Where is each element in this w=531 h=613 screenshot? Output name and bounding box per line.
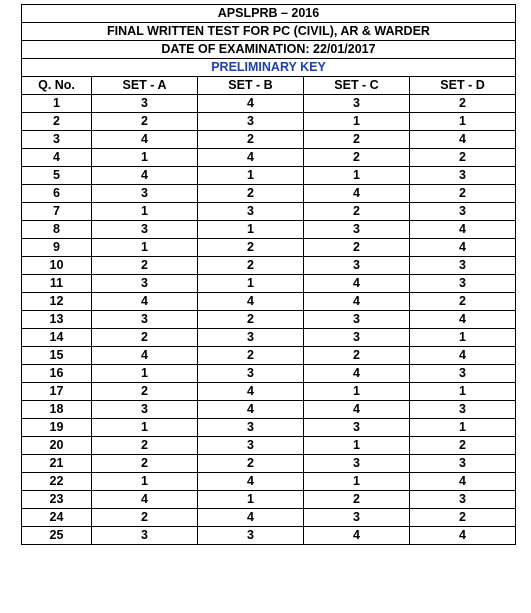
- column-header-set: SET - C: [304, 77, 410, 95]
- answer-cell: 2: [304, 347, 410, 365]
- table-row: [22, 509, 516, 527]
- title-row-1: [22, 5, 516, 23]
- answer-cell: 4: [198, 509, 304, 527]
- table-row: [22, 95, 516, 113]
- answer-cell: 2: [198, 311, 304, 329]
- answer-cell: 3: [92, 401, 198, 419]
- answer-cell: 2: [304, 491, 410, 509]
- question-number-cell: 19: [22, 419, 92, 437]
- answer-cell: 3: [92, 95, 198, 113]
- answer-cell: 4: [410, 311, 516, 329]
- answer-cell: 3: [198, 113, 304, 131]
- answer-cell: 2: [198, 347, 304, 365]
- answer-cell: 4: [304, 293, 410, 311]
- table-row: [22, 365, 516, 383]
- table-row: [22, 203, 516, 221]
- answer-cell: 4: [198, 293, 304, 311]
- question-number-cell: 1: [22, 95, 92, 113]
- answer-cell: 1: [92, 473, 198, 491]
- question-number-cell: 17: [22, 383, 92, 401]
- question-number-cell: 13: [22, 311, 92, 329]
- answer-cell: 4: [304, 275, 410, 293]
- answer-cell: 2: [410, 437, 516, 455]
- table-row: [22, 527, 516, 545]
- answer-cell: 4: [198, 383, 304, 401]
- table-row: [22, 383, 516, 401]
- answer-cell: 1: [304, 437, 410, 455]
- column-header-row: [22, 77, 516, 95]
- answer-cell: 3: [304, 221, 410, 239]
- answer-cell: 1: [92, 149, 198, 167]
- question-number-cell: 2: [22, 113, 92, 131]
- answer-cell: 2: [92, 257, 198, 275]
- answer-cell: 1: [410, 383, 516, 401]
- answer-cell: 3: [410, 491, 516, 509]
- question-number-cell: 21: [22, 455, 92, 473]
- answer-cell: 2: [304, 149, 410, 167]
- table-row: [22, 491, 516, 509]
- answer-cell: 4: [92, 167, 198, 185]
- question-number-cell: 12: [22, 293, 92, 311]
- test-name-title: FINAL WRITTEN TEST FOR PC (CIVIL), AR & WARDER: [22, 23, 516, 41]
- answer-cell: 1: [198, 221, 304, 239]
- question-number-cell: 7: [22, 203, 92, 221]
- question-number-cell: 10: [22, 257, 92, 275]
- answer-cell: 3: [410, 167, 516, 185]
- table-row: [22, 473, 516, 491]
- table-row: [22, 131, 516, 149]
- answer-cell: 3: [410, 275, 516, 293]
- table-row: [22, 347, 516, 365]
- question-number-cell: 8: [22, 221, 92, 239]
- exam-board-title: APSLPRB – 2016: [22, 5, 516, 23]
- answer-cell: 4: [92, 491, 198, 509]
- answer-cell: 1: [92, 203, 198, 221]
- answer-cell: 1: [304, 113, 410, 131]
- question-number-cell: 9: [22, 239, 92, 257]
- table-row: [22, 113, 516, 131]
- answer-cell: 4: [410, 221, 516, 239]
- question-number-cell: 3: [22, 131, 92, 149]
- answer-cell: 1: [304, 383, 410, 401]
- answer-cell: 3: [92, 221, 198, 239]
- answer-cell: 2: [92, 437, 198, 455]
- answer-cell: 1: [304, 167, 410, 185]
- answer-cell: 3: [198, 365, 304, 383]
- answer-cell: 2: [198, 455, 304, 473]
- column-header-set: SET - A: [92, 77, 198, 95]
- answer-cell: 2: [92, 509, 198, 527]
- question-number-cell: 20: [22, 437, 92, 455]
- answer-cell: 3: [198, 329, 304, 347]
- answer-cell: 3: [410, 365, 516, 383]
- table-row: [22, 311, 516, 329]
- answer-cell: 3: [198, 419, 304, 437]
- answer-cell: 2: [304, 131, 410, 149]
- answer-cell: 1: [410, 113, 516, 131]
- answer-cell: 3: [304, 419, 410, 437]
- answer-cell: 3: [92, 527, 198, 545]
- answer-cell: 4: [92, 131, 198, 149]
- answer-key-sheet: [21, 4, 515, 545]
- answer-cell: 3: [304, 455, 410, 473]
- question-number-cell: 14: [22, 329, 92, 347]
- answer-cell: 2: [92, 383, 198, 401]
- answer-cell: 2: [410, 185, 516, 203]
- answer-cell: 2: [198, 239, 304, 257]
- answer-cell: 3: [304, 311, 410, 329]
- preliminary-key-title: PRELIMINARY KEY: [22, 59, 516, 77]
- answer-cell: 3: [198, 437, 304, 455]
- table-row: [22, 221, 516, 239]
- answer-cell: 3: [92, 311, 198, 329]
- answer-cell: 3: [410, 203, 516, 221]
- answer-cell: 2: [410, 95, 516, 113]
- answer-cell: 3: [198, 527, 304, 545]
- answer-cell: 3: [92, 185, 198, 203]
- answer-cell: 2: [410, 149, 516, 167]
- answer-cell: 4: [304, 365, 410, 383]
- answer-cell: 1: [198, 491, 304, 509]
- answer-cell: 1: [198, 167, 304, 185]
- question-number-cell: 4: [22, 149, 92, 167]
- column-header-qno: Q. No.: [22, 77, 92, 95]
- answer-cell: 2: [198, 185, 304, 203]
- table-row: [22, 275, 516, 293]
- answer-cell: 3: [304, 257, 410, 275]
- answer-cell: 4: [198, 149, 304, 167]
- answer-cell: 4: [304, 527, 410, 545]
- answer-cell: 4: [410, 347, 516, 365]
- answer-cell: 4: [198, 473, 304, 491]
- title-row-4: [22, 59, 516, 77]
- question-number-cell: 18: [22, 401, 92, 419]
- answer-cell: 4: [198, 401, 304, 419]
- answer-cell: 3: [304, 329, 410, 347]
- answer-cell: 2: [198, 257, 304, 275]
- answer-cell: 1: [92, 419, 198, 437]
- answer-cell: 2: [304, 239, 410, 257]
- title-row-2: [22, 23, 516, 41]
- answer-cell: 2: [92, 329, 198, 347]
- answer-key-body: [22, 95, 516, 545]
- answer-cell: 3: [304, 509, 410, 527]
- answer-cell: 4: [198, 95, 304, 113]
- question-number-cell: 11: [22, 275, 92, 293]
- table-row: [22, 419, 516, 437]
- table-row: [22, 185, 516, 203]
- answer-cell: 4: [410, 527, 516, 545]
- answer-cell: 4: [410, 239, 516, 257]
- question-number-cell: 22: [22, 473, 92, 491]
- column-header-set: SET - D: [410, 77, 516, 95]
- table-row: [22, 401, 516, 419]
- answer-cell: 2: [304, 203, 410, 221]
- answer-cell: 1: [198, 275, 304, 293]
- table-row: [22, 455, 516, 473]
- question-number-cell: 5: [22, 167, 92, 185]
- answer-key-table: [21, 4, 516, 545]
- table-row: [22, 293, 516, 311]
- question-number-cell: 16: [22, 365, 92, 383]
- answer-cell: 4: [92, 347, 198, 365]
- table-row: [22, 167, 516, 185]
- question-number-cell: 25: [22, 527, 92, 545]
- answer-cell: 3: [198, 203, 304, 221]
- table-row: [22, 257, 516, 275]
- answer-cell: 1: [410, 419, 516, 437]
- answer-cell: 1: [304, 473, 410, 491]
- answer-cell: 3: [92, 275, 198, 293]
- answer-cell: 4: [304, 185, 410, 203]
- answer-cell: 4: [92, 293, 198, 311]
- answer-cell: 2: [410, 293, 516, 311]
- answer-cell: 1: [410, 329, 516, 347]
- question-number-cell: 23: [22, 491, 92, 509]
- exam-date-title: DATE OF EXAMINATION: 22/01/2017: [22, 41, 516, 59]
- table-row: [22, 329, 516, 347]
- question-number-cell: 15: [22, 347, 92, 365]
- question-number-cell: 6: [22, 185, 92, 203]
- answer-cell: 2: [410, 509, 516, 527]
- answer-cell: 3: [304, 95, 410, 113]
- answer-cell: 2: [198, 131, 304, 149]
- answer-cell: 4: [410, 473, 516, 491]
- table-row: [22, 149, 516, 167]
- answer-cell: 3: [410, 257, 516, 275]
- table-row: [22, 437, 516, 455]
- answer-cell: 4: [410, 131, 516, 149]
- question-number-cell: 24: [22, 509, 92, 527]
- answer-cell: 3: [410, 401, 516, 419]
- column-header-set: SET - B: [198, 77, 304, 95]
- answer-cell: 4: [304, 401, 410, 419]
- answer-cell: 1: [92, 239, 198, 257]
- answer-cell: 2: [92, 455, 198, 473]
- table-row: [22, 239, 516, 257]
- answer-cell: 3: [410, 455, 516, 473]
- title-row-3: [22, 41, 516, 59]
- answer-cell: 2: [92, 113, 198, 131]
- answer-cell: 1: [92, 365, 198, 383]
